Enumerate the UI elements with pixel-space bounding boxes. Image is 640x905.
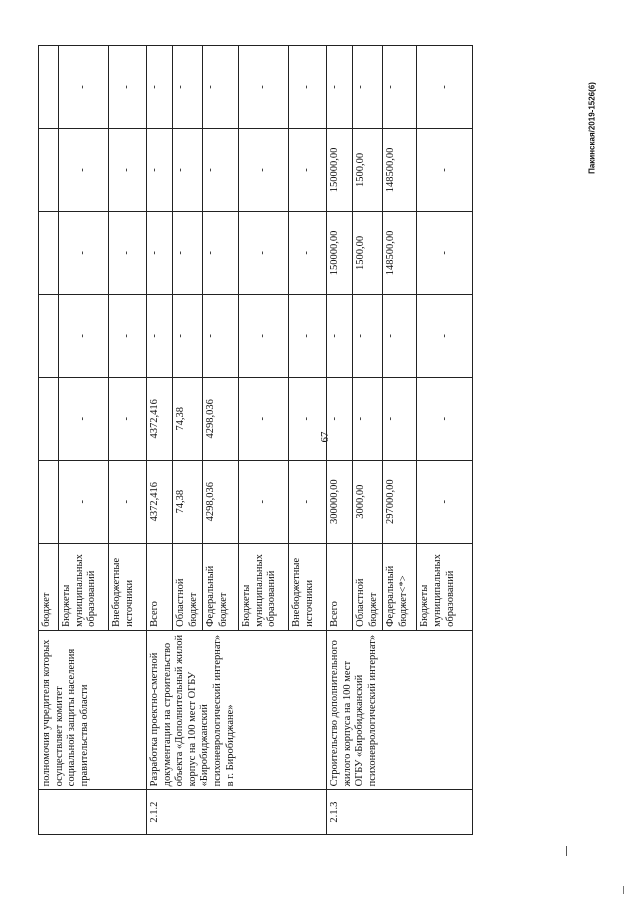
value-cell: - [239, 377, 289, 460]
value-cell: 297000,00 [383, 460, 417, 543]
value-cell: 74,38 [173, 377, 203, 460]
funding-source: бюджет [39, 543, 59, 630]
value-cell: - [147, 294, 173, 377]
funding-source: Внебюджетные источники [289, 543, 327, 630]
value-cell: - [289, 294, 327, 377]
budget-table [38, 45, 473, 835]
value-cell: - [289, 377, 327, 460]
value-cell: - [289, 460, 327, 543]
scan-mark [623, 886, 624, 894]
row-number [39, 790, 147, 835]
value-cell: 150000,00 [327, 128, 353, 211]
table-row [39, 46, 59, 835]
value-cell: - [353, 46, 383, 129]
value-cell: - [59, 377, 109, 460]
value-cell: - [289, 46, 327, 129]
value-cell: - [59, 460, 109, 543]
value-cell: - [59, 128, 109, 211]
value-cell: - [383, 294, 417, 377]
funding-source: Областной бюджет [353, 543, 383, 630]
value-cell: - [203, 294, 239, 377]
row-number: 2.1.3 [327, 790, 473, 835]
value-cell: - [327, 377, 353, 460]
value-cell: 1500,00 [353, 128, 383, 211]
value-cell: - [59, 294, 109, 377]
row-number: 2.1.2 [147, 790, 327, 835]
value-cell: - [109, 128, 147, 211]
funding-source: Всего [147, 543, 173, 630]
value-cell: - [173, 211, 203, 294]
value-cell: - [203, 211, 239, 294]
funding-source: Всего [327, 543, 353, 630]
scan-mark [566, 846, 567, 856]
table-row [327, 46, 353, 835]
funding-source: Федеральный бюджет<*> [383, 543, 417, 630]
value-cell: - [353, 377, 383, 460]
value-cell: - [109, 294, 147, 377]
value-cell: 4298,036 [203, 377, 239, 460]
measure-description: полномочия учредителя которых осуществляет комитет социальной защиты населения правительства области [39, 630, 147, 790]
value-cell [39, 294, 59, 377]
value-cell [39, 460, 59, 543]
value-cell: 4298,036 [203, 460, 239, 543]
value-cell [39, 377, 59, 460]
funding-source: Федеральный бюджет [203, 543, 239, 630]
value-cell: - [417, 46, 473, 129]
value-cell: - [239, 460, 289, 543]
value-cell: - [383, 377, 417, 460]
page-number: 67 [319, 431, 331, 443]
value-cell: - [203, 46, 239, 129]
value-cell: - [109, 46, 147, 129]
value-cell: - [353, 294, 383, 377]
value-cell: - [239, 128, 289, 211]
value-cell: - [109, 211, 147, 294]
value-cell: - [239, 46, 289, 129]
value-cell [39, 211, 59, 294]
value-cell: - [59, 211, 109, 294]
value-cell [39, 128, 59, 211]
value-cell: - [59, 46, 109, 129]
measure-description: Строительство дополнительного жилого корпуса на 100 мест ОГБУ «Биробиджанский психоневрологический интернат» [327, 630, 473, 790]
value-cell: - [147, 128, 173, 211]
value-cell: - [289, 128, 327, 211]
value-cell: - [417, 377, 473, 460]
budget-table-rotated [38, 45, 456, 835]
value-cell: - [417, 294, 473, 377]
value-cell: - [147, 46, 173, 129]
value-cell: - [327, 46, 353, 129]
value-cell: - [173, 46, 203, 129]
value-cell: 150000,00 [327, 211, 353, 294]
value-cell: - [109, 377, 147, 460]
value-cell: - [383, 46, 417, 129]
value-cell: 148500,00 [383, 128, 417, 211]
value-cell: - [147, 211, 173, 294]
funding-source: Внебюджетные источники [109, 543, 147, 630]
value-cell: 300000,00 [327, 460, 353, 543]
value-cell: - [239, 294, 289, 377]
value-cell: - [417, 128, 473, 211]
value-cell: - [173, 294, 203, 377]
value-cell: 74,38 [173, 460, 203, 543]
value-cell: 148500,00 [383, 211, 417, 294]
value-cell: - [239, 211, 289, 294]
value-cell: - [417, 211, 473, 294]
value-cell: 4372,416 [147, 377, 173, 460]
value-cell: - [173, 128, 203, 211]
funding-source: Бюджеты муниципальных образований [417, 543, 473, 630]
table-row [147, 46, 173, 835]
value-cell: - [203, 128, 239, 211]
funding-source: Бюджеты муниципальных образований [239, 543, 289, 630]
document-reference: Пакинская/2019-1526(6) [587, 82, 597, 174]
funding-source: Областной бюджет [173, 543, 203, 630]
value-cell: 3000,00 [353, 460, 383, 543]
value-cell: - [327, 294, 353, 377]
measure-description: Разработка проектно-сметной документации на строительство объекта «Дополнительный жилой корпус на 100 мест ОГБУ «Биробиджанский психоневрологический интернат» в г. Биробиджане» [147, 630, 327, 790]
value-cell: 1500,00 [353, 211, 383, 294]
value-cell: - [417, 460, 473, 543]
value-cell: 4372,416 [147, 460, 173, 543]
value-cell: - [289, 211, 327, 294]
value-cell: - [109, 460, 147, 543]
funding-source: Бюджеты муниципальных образований [59, 543, 109, 630]
value-cell [39, 46, 59, 129]
